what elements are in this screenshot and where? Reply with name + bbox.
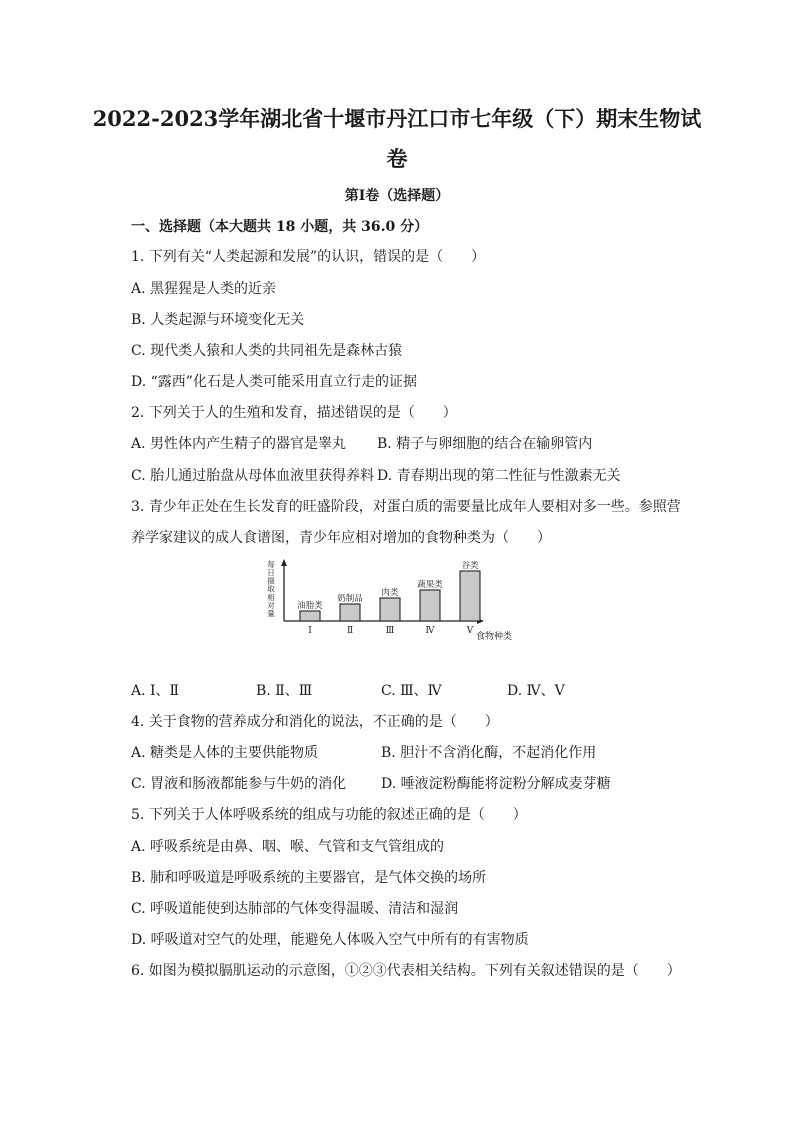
question-1-option-a: A. 黑猩猩是人类的近亲 <box>131 281 277 297</box>
chart-bar <box>420 590 440 621</box>
question-3-stem-line2: 养学家建议的成人食谱图，青少年应相对增加的食物种类为（ ） <box>131 530 551 546</box>
exam-title-line2: 卷 <box>386 146 408 171</box>
question-6-stem: 6. 如图为模拟膈肌运动的示意图，①②③代表相关结构。下列有关叙述错误的是（ ） <box>131 963 681 979</box>
chart-bar <box>460 571 480 621</box>
question-3-option-a: A. Ⅰ、Ⅱ <box>131 683 180 699</box>
question-4-option-a: A. 糖类是人体的主要供能物质 <box>131 745 319 761</box>
chart-x-axis-label: 食物种类 <box>476 632 513 642</box>
question-5-option-a: A. 呼吸系统是由鼻、咽、喉、气管和支气管组成的 <box>131 839 445 855</box>
question-2-option-b: B. 精子与卵细胞的结合在输卵管内 <box>377 436 593 452</box>
part-heading: 一、选择题（本大题共 18 小题，共 36.0 分） <box>131 219 429 235</box>
question-1-option-c: C. 现代类人猿和人类的共同祖先是森林古猿 <box>131 343 403 359</box>
question-1-option-d: D. “露西”化石是人类可能采用直立行走的证据 <box>131 374 417 390</box>
question-4-option-b: B. 胆汁不含消化酶，不起消化作用 <box>381 745 597 761</box>
question-4-stem: 4. 关于食物的营养成分和消化的说法，不正确的是（ ） <box>131 714 499 730</box>
question-2-option-c: C. 胎儿通过胎盘从母体血液里获得养料 <box>131 468 375 484</box>
chart-y-axis-label-char: 摄 <box>267 576 275 586</box>
chart-y-axis-label <box>267 559 275 618</box>
question-1-option-b: B. 人类起源与环境变化无关 <box>131 312 305 328</box>
question-5-option-b: B. 肺和呼吸道是呼吸系统的主要器官，是气体交换的场所 <box>131 870 487 886</box>
question-4-option-d: D. 唾液淀粉酶能将淀粉分解成麦芽糖 <box>381 776 611 792</box>
chart-y-axis-label-char: 相 <box>267 592 275 602</box>
question-4-option-c: C. 胃液和肠液都能参与牛奶的消化 <box>131 776 347 792</box>
chart-x-tick-label: Ⅴ <box>466 626 474 636</box>
chart-y-axis-label-char: 量 <box>267 609 275 619</box>
chart-bar-label: 油脂类 <box>297 601 323 611</box>
question-2-option-a: A. 男性体内产生精子的器官是睾丸 <box>131 436 347 452</box>
question-5-stem: 5. 下列关于人体呼吸系统的组成与功能的叙述正确的是（ ） <box>131 807 527 823</box>
section-title: 第Ⅰ卷（选择题） <box>344 188 450 204</box>
question-3-option-b: B. Ⅱ、Ⅲ <box>256 683 313 699</box>
chart-bar-label: 肉类 <box>381 588 399 598</box>
chart-y-axis-label-char: 对 <box>267 601 275 610</box>
food-pyramid-bar-chart <box>262 555 532 647</box>
chart-y-axis-label-char: 日 <box>267 568 275 578</box>
chart-bar-label: 奶制品 <box>337 594 363 604</box>
chart-bar <box>340 604 360 621</box>
chart-bar <box>380 598 400 621</box>
chart-bar-label: 蔬果类 <box>417 580 443 590</box>
question-3-option-c: C. Ⅲ、Ⅳ <box>381 683 442 699</box>
chart-x-tick-label: Ⅲ <box>385 626 395 636</box>
exam-title-line1: 2022-2023学年湖北省十堰市丹江口市七年级（下）期末生物试 <box>92 106 702 131</box>
question-5-option-c: C. 呼吸道能使到达肺部的气体变得温暖、清洁和湿润 <box>131 901 459 917</box>
chart-bar-label: 谷类 <box>461 561 479 571</box>
chart-x-tick-label: Ⅳ <box>425 626 435 636</box>
question-2-stem: 2. 下列关于人的生殖和发育，描述错误的是（ ） <box>131 405 457 421</box>
chart-y-axis-label-char: 取 <box>267 584 275 594</box>
question-2-option-d: D. 青春期出现的第二性征与性激素无关 <box>377 468 621 484</box>
question-5-option-d: D. 呼吸道对空气的处理，能避免人体吸入空气中所有的有害物质 <box>131 932 529 948</box>
chart-y-axis-arrow <box>281 559 287 566</box>
question-1-stem: 1. 下列有关“人类起源和发展”的认识，错误的是（ ） <box>131 249 486 265</box>
chart-x-tick-label: Ⅰ <box>308 626 312 636</box>
chart-y-axis-label-char: 每 <box>267 560 275 569</box>
question-3-stem-line1: 3. 青少年正处在生长发育的旺盛阶段，对蛋白质的需要量比成年人要相对多一些。参照营 <box>131 499 681 515</box>
chart-bar <box>300 611 320 621</box>
question-3-option-d: D. Ⅳ、Ⅴ <box>507 683 565 699</box>
chart-x-tick-label: Ⅱ <box>346 626 354 636</box>
